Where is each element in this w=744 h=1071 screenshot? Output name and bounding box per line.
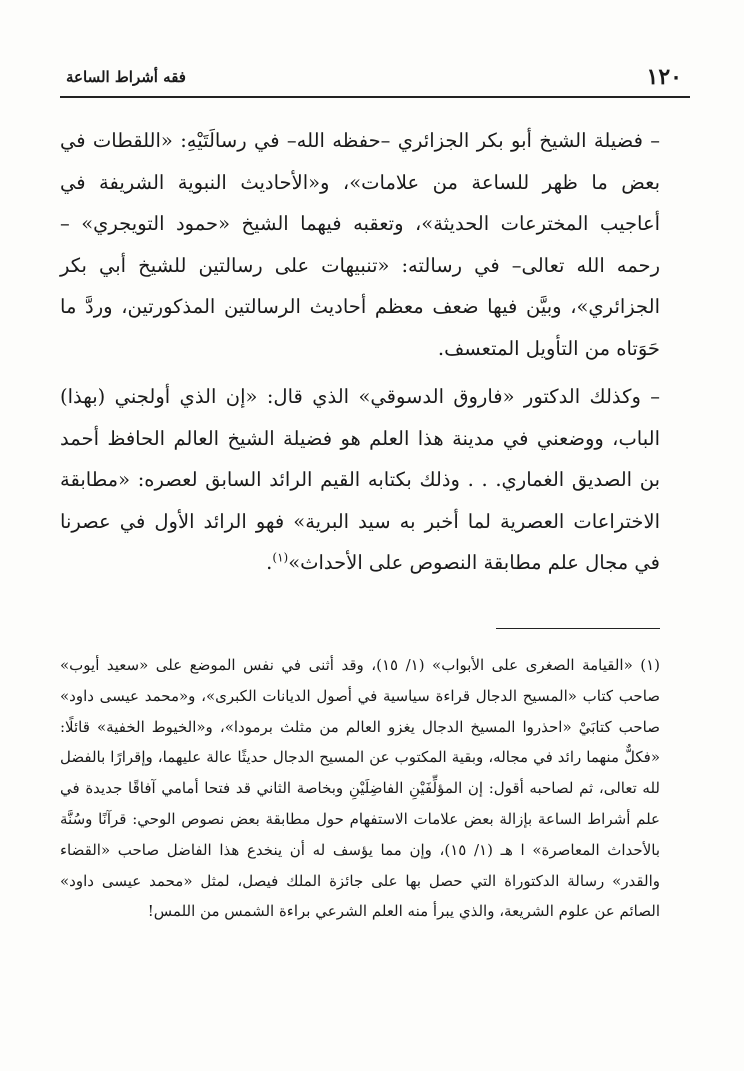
paragraph-farouk-desouki bbox=[60, 376, 660, 584]
page-number: ١٢٠ bbox=[646, 64, 682, 90]
paragraph-end-period: . bbox=[266, 551, 273, 574]
header-rule bbox=[60, 96, 690, 98]
page-header bbox=[60, 62, 690, 94]
main-text bbox=[60, 120, 660, 591]
paragraph-text: – وكذلك الدكتور «فاروق الدسوقي» الذي قال: «إن الذي أولجني (بهذا) الباب، ووضعني في مدينة هذا العلم هو فضيلة الشيخ العالم الحافظ أحمد بن الصديق الغماري. . . وذلك بكتابه القيم الرائد السابق لعصره: «مطابقة الاختراعات العصرية لما أخبر به سيد البرية» فهو الرائد الأول في عصرنا في مجال علم مطابقة النصوص على الأحداث» bbox=[60, 385, 660, 574]
footnotes bbox=[60, 650, 660, 927]
footnote-reference: (١) bbox=[272, 550, 289, 565]
footnote-1: (١) «القيامة الصغرى على الأبواب» (١/ ١٥)، وقد أثنى في نفس الموضع على «سعيد أيوب» صاحب كتاب «المسيح الدجال قراءة سياسية في أصول الديانات الكبرى»، و«محمد عيسى داود» صاحب كتابَيْ «احذروا المسيخ الدجال يغزو العالم من مثلث برمودا»، و«الخيوط الخفية» قائلًا: «فكلٌّ منهما رائد في مجاله، وبقية المكتوب عن المسيح الدجال حديثًا عالة عليهما، وإقرارًا بالفضل لله تعالى، ثم لصاحبه أقول: إن المؤلِّفَيْنِ الفاضِلَيْنِ وبخاصة الثاني قد فتحا أمامي آفاقًا جديدة في علم أشراط الساعة بإزالة بعض علامات الاستفهام حول مطابقة بعض نصوص الوحي: قرآنًا وسُنَّة بالأحداث المعاصرة» ا هـ (١/ ١٥)، وإن مما يؤسف له أن ينخدع هذا الفاضل صاحب «القضاء والقدر» رسالة الدكتوراة التي حصل بها على جائزة الملك فيصل، لمثل «محمد عيسى داود» الصائم عن علوم الشريعة، والذي يبرأ منه العلم الشرعي براءة الشمس من اللمس! bbox=[60, 656, 661, 921]
footnote-separator bbox=[496, 628, 660, 629]
paragraph-abu-bakr-jazairi: – فضيلة الشيخ أبو بكر الجزائري –حفظه الله– في رسالَتَيْهِ: «اللقطات في بعض ما ظهر للساعة من علامات»، و«الأحاديث النبوية الشريفة في أعاجيب المخترعات الحديثة»، وتعقبه فيهما الشيخ «حمود التويجري» –رحمه الله تعالى– في رسالته: «تنبيهات على رسالتين للشيخ أبي بكر الجزائري»، وبيَّن فيها ضعف معظم أحاديث الرسالتين المذكورتين، وردَّ ما حَوَتاه من التأويل المتعسف. bbox=[60, 129, 660, 360]
running-title: فقه أشراط الساعة bbox=[66, 68, 186, 86]
